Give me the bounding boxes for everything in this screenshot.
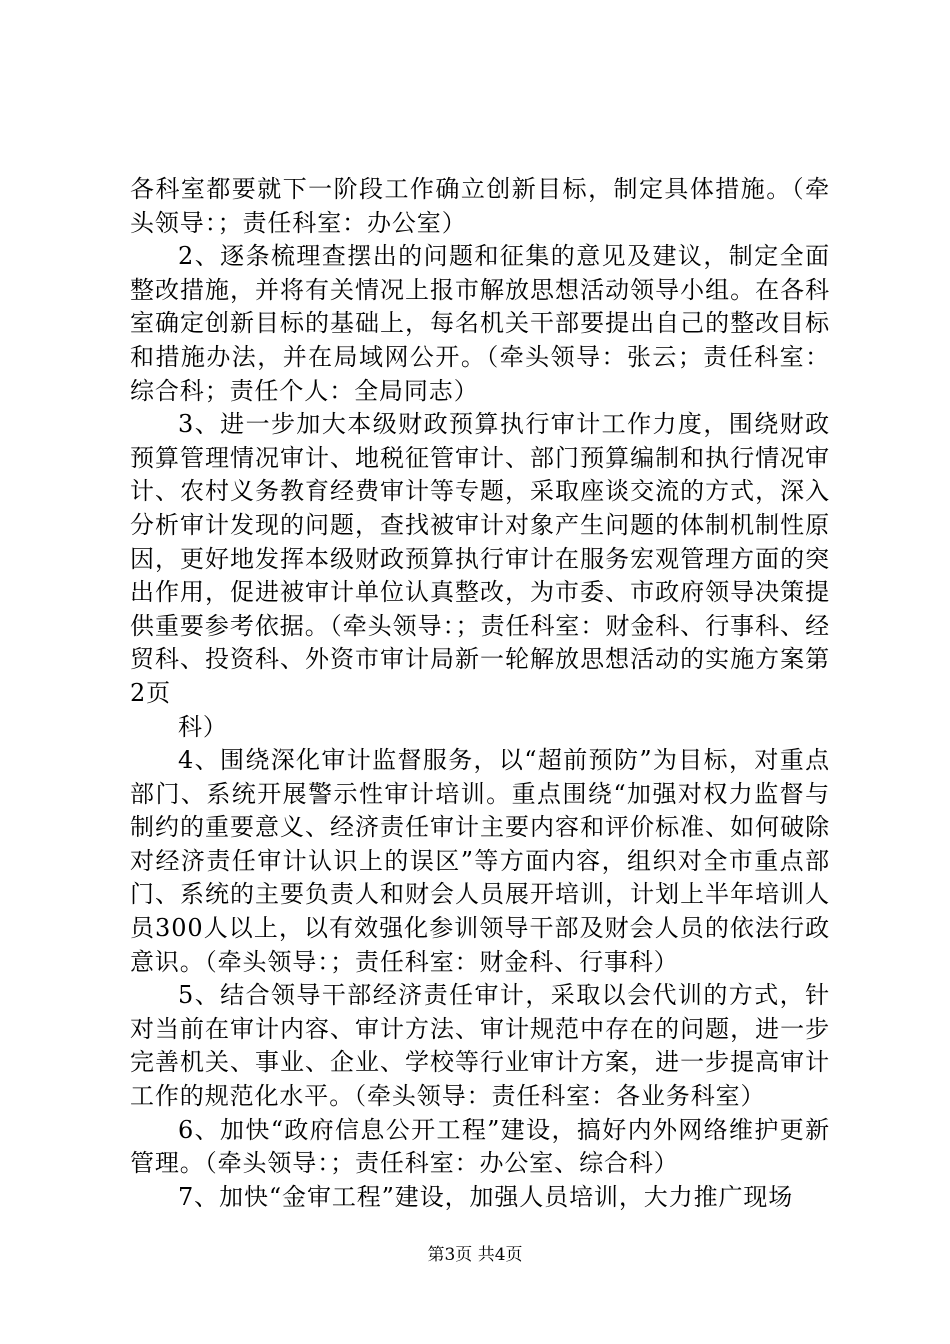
paragraph-item-3: 3、进一步加大本级财政预算执行审计工作力度，围绕财政预算管理情况审计、地税征管审计、部门预算编制和执行情况审计、农村义务教育经费审计等专题，采取座谈交流的方式，深入分析审计发现的问题，查找被审计对象产生问题的体制机制性原因，更好地发挥本级财政预算执行审计在服务宏观管理方面的突出作用，促进被审计单位认真整改，为市委、市政府领导决策提供重要参考依据。（牵头领导：；责任科室：财金科、行事科、经贸科、投资科、外资市审计局新一轮解放思想活动的实施方案第2页 xyxy=(130,410,830,707)
page-number-footer: 第3页 共4页 xyxy=(427,1245,523,1265)
paragraph-item-3-tail: 科） xyxy=(178,712,228,741)
paragraph-item-2: 2、逐条梳理查摆出的问题和征集的意见及建议，制定全面整改措施，并将有关情况上报市解放思想活动领导小组。在各科室确定创新目标的基础上，每名机关干部要提出自己的整改目标和措施办法，并在局域网公开。（牵头领导：张云；责任科室：综合科；责任个人：全局同志） xyxy=(130,242,830,405)
paragraph-continuation: 各科室都要就下一阶段工作确立创新目标，制定具体措施。（牵头领导：；责任科室：办公室） xyxy=(130,175,830,237)
document-body xyxy=(130,173,830,1214)
paragraph-item-7: 7、加快“金审工程”建设，加强人员培训，大力推广现场 xyxy=(178,1182,794,1211)
paragraph-item-5: 5、结合领导干部经济责任审计，采取以会代训的方式，针对当前在审计内容、审计方法、审计规范中存在的问题，进一步完善机关、事业、企业、学校等行业审计方案，进一步提高审计工作的规范化水平。（牵头领导：责任科室：各业务科室） xyxy=(130,981,830,1111)
paragraph-item-4: 4、围绕深化审计监督服务，以“超前预防”为目标，对重点部门、系统开展警示性审计培训。重点围绕“加强对权力监督与制约的重要意义、经济责任审计主要内容和评价标准、如何破除对经济责任审计认识上的误区”等方面内容，组织对全市重点部门、系统的主要负责人和财会人员展开培训，计划上半年培训人员300人以上，以有效强化参训领导干部及财会人员的依法行政意识。（牵头领导：；责任科室：财金科、行事科） xyxy=(130,746,830,976)
paragraph-item-6: 6、加快“政府信息公开工程”建设，搞好内外网络维护更新管理。（牵头领导：；责任科室：办公室、综合科） xyxy=(130,1115,830,1178)
